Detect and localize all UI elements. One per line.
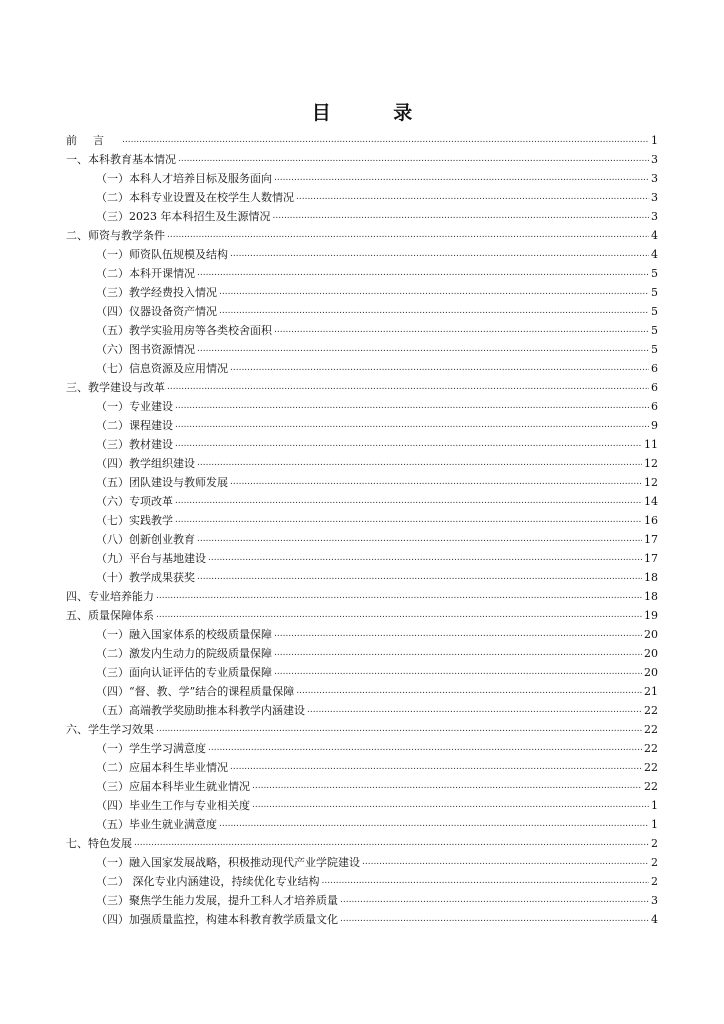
toc-entry-label: 二、师资与教学条件: [66, 229, 165, 242]
toc-entry[interactable]: [66, 736, 658, 755]
dot-leader: [340, 913, 649, 926]
toc-entry-label: 四、专业培养能力: [66, 590, 154, 603]
toc-entry[interactable]: [66, 565, 658, 584]
dot-leader: [167, 381, 649, 394]
toc-entry[interactable]: [66, 698, 658, 717]
toc-entry[interactable]: [66, 166, 658, 185]
dot-leader: [208, 742, 642, 755]
toc-entry-label: （一）师资队伍规模及结构: [96, 248, 228, 261]
toc-entry-label: （九）平台与基地建设: [96, 552, 206, 565]
dot-leader: [252, 780, 642, 793]
toc-entry-label: （一）专业建设: [96, 400, 173, 413]
toc-entry-page-number: 14: [644, 495, 658, 508]
toc-entry-page-number: 17: [644, 533, 658, 546]
toc-entry-page-number: 5: [651, 267, 658, 280]
dot-leader: [156, 590, 642, 603]
dot-leader: [273, 210, 650, 223]
dot-leader: [175, 438, 642, 451]
dot-leader: [134, 837, 649, 850]
toc-entry-page-number: 2: [651, 837, 658, 850]
toc-entry[interactable]: [66, 470, 658, 489]
toc-entry-page-number: 21: [644, 685, 658, 698]
toc-entry-label: （五）教学实验用房等各类校舍面积: [96, 324, 272, 337]
dot-leader: [122, 134, 649, 147]
toc-entry-label: （二） 深化专业内涵建设，持续优化专业结构: [96, 875, 320, 888]
toc-entry-page-number: 5: [651, 286, 658, 299]
toc-entry-label: （三）面向认证评估的专业质量保障: [96, 666, 272, 679]
toc-entry[interactable]: [66, 147, 658, 166]
toc-entry[interactable]: [66, 432, 658, 451]
toc-entry[interactable]: [66, 603, 658, 622]
dot-leader: [197, 571, 642, 584]
dot-leader: [178, 153, 649, 166]
toc-entry-page-number: 22: [644, 723, 658, 736]
toc-entry-label: （六）专项改革: [96, 495, 173, 508]
toc-entry-label: （三）2023 年本科招生及生源情况: [96, 210, 271, 223]
toc-entry[interactable]: [66, 280, 658, 299]
toc-entry-page-number: 4: [651, 248, 658, 261]
toc-entry-label: （四）教学组织建设: [96, 457, 195, 470]
dot-leader: [230, 476, 642, 489]
toc-entry-label: （四）加强质量监控，构建本科教育教学质量文化: [96, 913, 338, 926]
toc-entry-page-number: 20: [644, 666, 658, 679]
dot-leader: [197, 533, 642, 546]
dot-leader: [208, 552, 642, 565]
toc-entry-label: （三）聚焦学生能力发展，提升工科人才培养质量: [96, 894, 338, 907]
toc-entry-label: （三）应届本科毕业生就业情况: [96, 780, 250, 793]
toc-entry-label: （七）信息资源及应用情况: [96, 362, 228, 375]
toc-entry-page-number: 4: [651, 229, 658, 242]
toc-entry-page-number: 6: [651, 400, 658, 413]
toc-entry-page-number: 6: [651, 362, 658, 375]
toc-entry[interactable]: [66, 717, 658, 736]
toc-entry-label: （二）激发内生动力的院级质量保障: [96, 647, 272, 660]
toc-entry[interactable]: [66, 185, 658, 204]
toc-entry-label: （五）高端教学奖励助推本科教学内涵建设: [96, 704, 305, 717]
toc-entry-label: （四）仪器设备资产情况: [96, 305, 217, 318]
toc-entry[interactable]: [66, 527, 658, 546]
dot-leader: [252, 799, 649, 812]
toc-entry-label: 六、学生学习效果: [66, 723, 154, 736]
toc-entry-page-number: 22: [644, 780, 658, 793]
dot-leader: [175, 495, 642, 508]
toc-entry-page-number: 6: [651, 381, 658, 394]
dot-leader: [219, 286, 649, 299]
toc-entry[interactable]: [66, 660, 658, 679]
toc-entry[interactable]: [66, 907, 658, 926]
toc-entry[interactable]: [66, 299, 658, 318]
dot-leader: [175, 400, 649, 413]
toc-entry-page-number: 17: [644, 552, 658, 565]
toc-entry-label: （六）图书资源情况: [96, 343, 195, 356]
toc-entry-page-number: 5: [651, 324, 658, 337]
toc-entry[interactable]: [66, 375, 658, 394]
toc-entry-page-number: 3: [651, 894, 658, 907]
toc-entry-label: 前言: [66, 134, 120, 147]
toc-entry-label: （一）本科人才培养目标及服务面向: [96, 172, 272, 185]
dot-leader: [340, 894, 649, 907]
toc-entry-label: （四）“督、教、学”结合的课程质量保障: [96, 685, 295, 698]
toc-entry[interactable]: [66, 394, 658, 413]
dot-leader: [156, 609, 642, 622]
dot-leader: [167, 229, 649, 242]
toc-entry-label: （二）应届本科生毕业情况: [96, 761, 228, 774]
toc-entry-label: （七）实践教学: [96, 514, 173, 527]
dot-leader: [230, 761, 642, 774]
toc-entry[interactable]: [66, 337, 658, 356]
toc-entry-label: （一）学生学习满意度: [96, 742, 206, 755]
dot-leader: [322, 875, 650, 888]
toc-entry[interactable]: [66, 318, 658, 337]
dot-leader: [274, 172, 649, 185]
toc-entry-page-number: 5: [651, 343, 658, 356]
toc-entry-page-number: 5: [651, 305, 658, 318]
dot-leader: [230, 248, 649, 261]
dot-leader: [219, 818, 649, 831]
toc-entry-page-number: 20: [644, 647, 658, 660]
dot-leader: [274, 324, 649, 337]
toc-entry[interactable]: [66, 489, 658, 508]
toc-entry-label: （一）融入国家体系的校级质量保障: [96, 628, 272, 641]
toc-entry-page-number: 3: [651, 172, 658, 185]
toc-entry[interactable]: [66, 641, 658, 660]
toc-entry[interactable]: [66, 546, 658, 565]
dot-leader: [296, 685, 642, 698]
toc-entry-label: （八）创新创业教育: [96, 533, 195, 546]
toc-entry-page-number: 3: [651, 210, 658, 223]
dot-leader: [197, 267, 649, 280]
toc-entry-page-number: 1: [651, 134, 658, 147]
toc-entry[interactable]: [66, 261, 658, 280]
toc-entry-page-number: 18: [644, 590, 658, 603]
toc-entry-page-number: 2: [651, 875, 658, 888]
toc-entry-label: （五）毕业生就业满意度: [96, 818, 217, 831]
toc-entry-page-number: 2: [651, 856, 658, 869]
toc-entry-page-number: 22: [644, 761, 658, 774]
dot-leader: [197, 457, 642, 470]
toc-entry[interactable]: [66, 755, 658, 774]
toc-entry-page-number: 22: [644, 742, 658, 755]
toc-entry-page-number: 4: [651, 913, 658, 926]
toc-entry[interactable]: [66, 888, 658, 907]
toc-entry[interactable]: [66, 622, 658, 641]
toc-entry-page-number: 12: [644, 457, 658, 470]
toc-entry[interactable]: [66, 242, 658, 261]
toc-entry[interactable]: [66, 451, 658, 470]
toc-entry[interactable]: [66, 413, 658, 432]
page-title: 目 录: [311, 102, 441, 124]
toc-entry-label: （二）课程建设: [96, 419, 173, 432]
toc-entry[interactable]: [66, 774, 658, 793]
toc-entry-label: （三）教材建设: [96, 438, 173, 451]
toc-entry[interactable]: [66, 223, 658, 242]
toc-entry-page-number: 18: [644, 571, 658, 584]
toc-entry[interactable]: [66, 831, 658, 850]
toc-entry-page-number: 9: [651, 419, 658, 432]
dot-leader: [197, 343, 649, 356]
toc-entry-label: （二）本科开课情况: [96, 267, 195, 280]
dot-leader: [274, 647, 642, 660]
dot-leader: [362, 856, 649, 869]
toc-entry[interactable]: [66, 508, 658, 527]
dot-leader: [175, 419, 649, 432]
table-of-contents: [66, 128, 658, 926]
toc-entry-label: （三）教学经费投入情况: [96, 286, 217, 299]
toc-entry-label: （二）本科专业设置及在校学生人数情况: [96, 191, 294, 204]
toc-entry[interactable]: [66, 850, 658, 869]
toc-entry[interactable]: [66, 679, 658, 698]
toc-entry-label: 七、特色发展: [66, 837, 132, 850]
toc-entry-page-number: 20: [644, 628, 658, 641]
toc-entry[interactable]: [66, 793, 658, 812]
toc-entry-page-number: 19: [644, 609, 658, 622]
toc-entry-page-number: 1: [651, 818, 658, 831]
toc-entry-label: （一）融入国家发展战略，积极推动现代产业学院建设: [96, 856, 360, 869]
toc-entry[interactable]: [66, 812, 658, 831]
toc-entry[interactable]: [66, 128, 658, 147]
toc-entry-label: 五、质量保障体系: [66, 609, 154, 622]
toc-entry-page-number: 3: [651, 191, 658, 204]
toc-entry-page-number: 22: [644, 704, 658, 717]
dot-leader: [156, 723, 642, 736]
toc-entry-label: 三、教学建设与改革: [66, 381, 165, 394]
toc-entry-page-number: 11: [644, 438, 658, 451]
toc-entry-label: （四）毕业生工作与专业相关度: [96, 799, 250, 812]
toc-entry-label: （十）教学成果获奖: [96, 571, 195, 584]
dot-leader: [296, 191, 649, 204]
toc-entry[interactable]: [66, 584, 658, 603]
toc-entry-label: 一、本科教育基本情况: [66, 153, 176, 166]
toc-entry[interactable]: [66, 204, 658, 223]
dot-leader: [230, 362, 649, 375]
toc-entry-page-number: 12: [644, 476, 658, 489]
toc-entry-page-number: 1: [651, 799, 658, 812]
toc-entry-label: （五）团队建设与教师发展: [96, 476, 228, 489]
toc-entry[interactable]: [66, 869, 658, 888]
dot-leader: [307, 704, 642, 717]
toc-entry[interactable]: [66, 356, 658, 375]
dot-leader: [219, 305, 649, 318]
dot-leader: [175, 514, 642, 527]
toc-entry-page-number: 3: [651, 153, 658, 166]
dot-leader: [274, 666, 642, 679]
dot-leader: [274, 628, 642, 641]
toc-entry-page-number: 16: [644, 514, 658, 527]
